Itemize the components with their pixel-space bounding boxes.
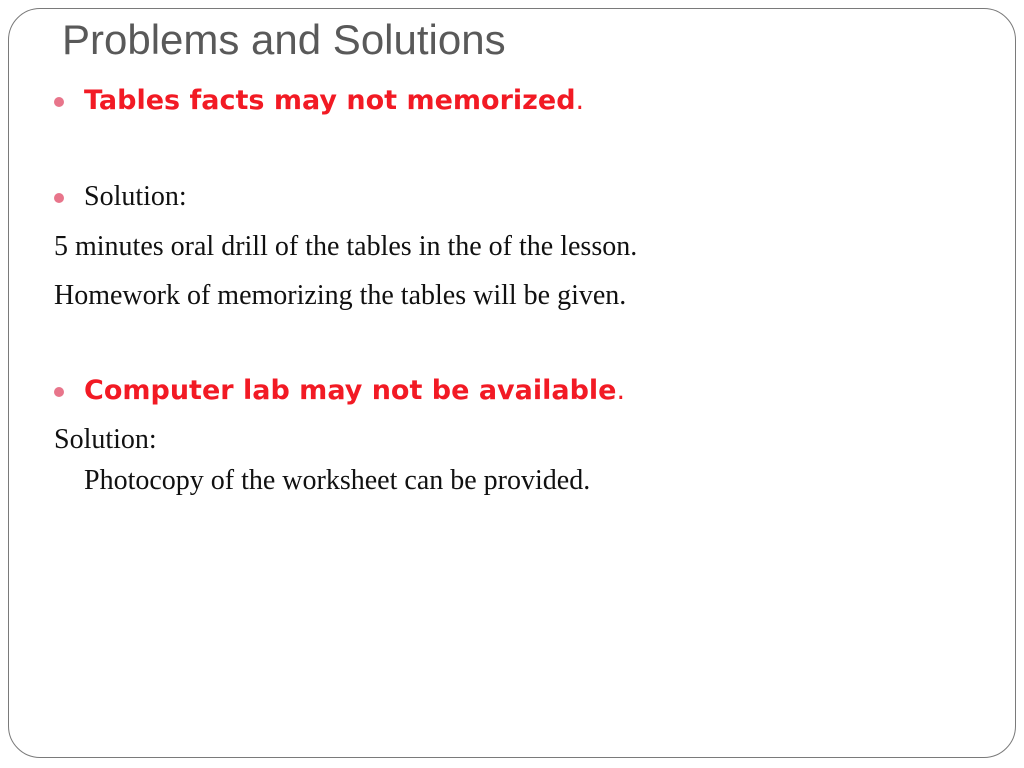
problem-1-bullet: [54, 81, 584, 125]
bullet-dot-icon: [54, 97, 64, 107]
problem-2-bullet: [54, 371, 625, 415]
solution-1-bullet: [54, 177, 187, 221]
problem-1-text: Tables facts may not memorized: [84, 85, 576, 116]
problem-2-punct: .: [616, 375, 626, 406]
solution-2-label: Solution:: [54, 424, 157, 455]
solution-2-detail: Photocopy of the worksheet can be provided.: [84, 465, 591, 496]
problem-2-text: Computer lab may not be available: [84, 375, 617, 406]
solution-1-line-2: Homework of memorizing the tables will be given.: [54, 280, 627, 311]
bullet-dot-icon: [54, 193, 64, 203]
solution-1-label: Solution:: [84, 181, 187, 212]
slide-title: Problems and Solutions: [62, 16, 506, 63]
problem-1-punct: .: [575, 85, 585, 116]
solution-1-line-1: 5 minutes oral drill of the tables in the of the lesson.: [54, 231, 638, 262]
bullet-dot-icon: [54, 387, 64, 397]
